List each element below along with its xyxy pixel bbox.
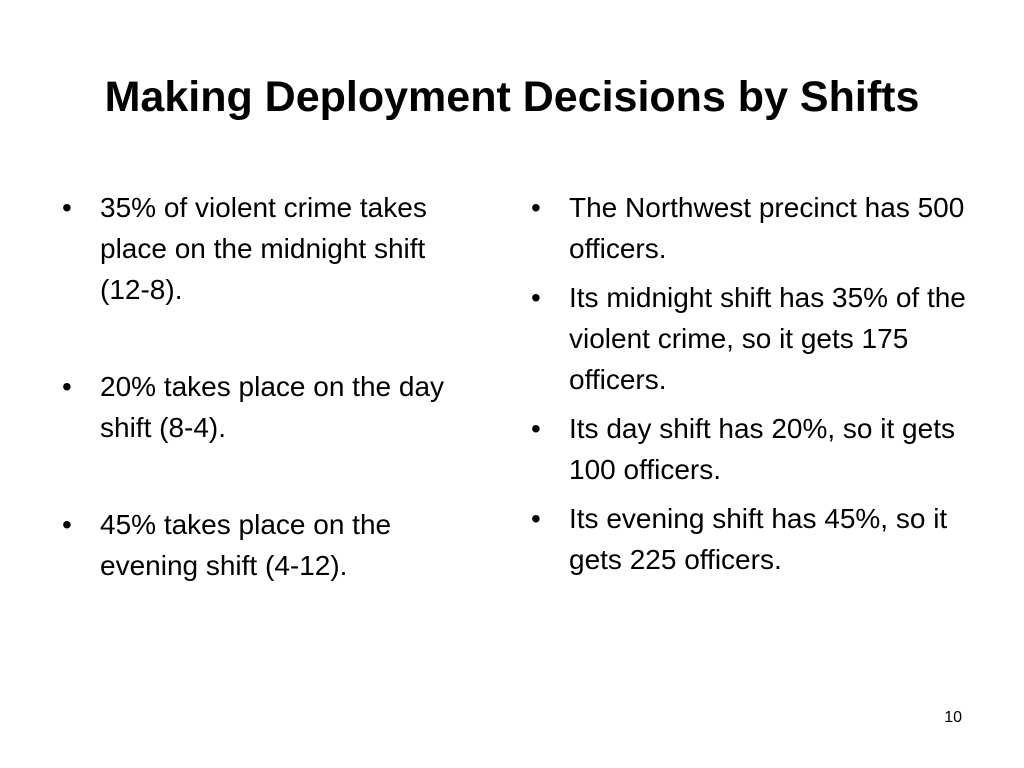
- bullet-icon: •: [62, 509, 72, 540]
- bullet-icon: •: [531, 503, 541, 534]
- bullet-icon: •: [531, 413, 541, 444]
- list-item: [531, 408, 971, 490]
- bullet-icon: •: [62, 192, 72, 223]
- list-item: [531, 187, 971, 269]
- bullet-icon: •: [531, 192, 541, 223]
- right-bullet-list: [531, 187, 971, 580]
- bullet-icon: •: [531, 282, 541, 313]
- page-number: 10: [944, 709, 962, 726]
- list-item-text: The Northwest precinct has 500 officers.: [569, 192, 965, 264]
- list-item-text: 35% of violent crime takes place on the midnight shift (12-8).: [100, 192, 427, 305]
- slide-title: Making Deployment Decisions by Shifts: [104, 73, 920, 121]
- left-bullet-list: [62, 187, 472, 586]
- list-item-text: Its day shift has 20%, so it gets 100 officers.: [569, 413, 955, 485]
- bullet-icon: •: [62, 371, 72, 402]
- list-item-text: Its evening shift has 45%, so it gets 225 officers.: [569, 503, 948, 575]
- list-item-text: 20% takes place on the day shift (8-4).: [100, 371, 445, 443]
- list-item: [62, 504, 472, 586]
- list-item-text: 45% takes place on the evening shift (4-12).: [100, 509, 392, 581]
- list-item: [531, 277, 971, 400]
- list-item-text: Its midnight shift has 35% of the violent crime, so it gets 175 officers.: [569, 282, 966, 395]
- list-item: [62, 366, 472, 448]
- list-item: [62, 187, 472, 310]
- list-item: [531, 498, 971, 580]
